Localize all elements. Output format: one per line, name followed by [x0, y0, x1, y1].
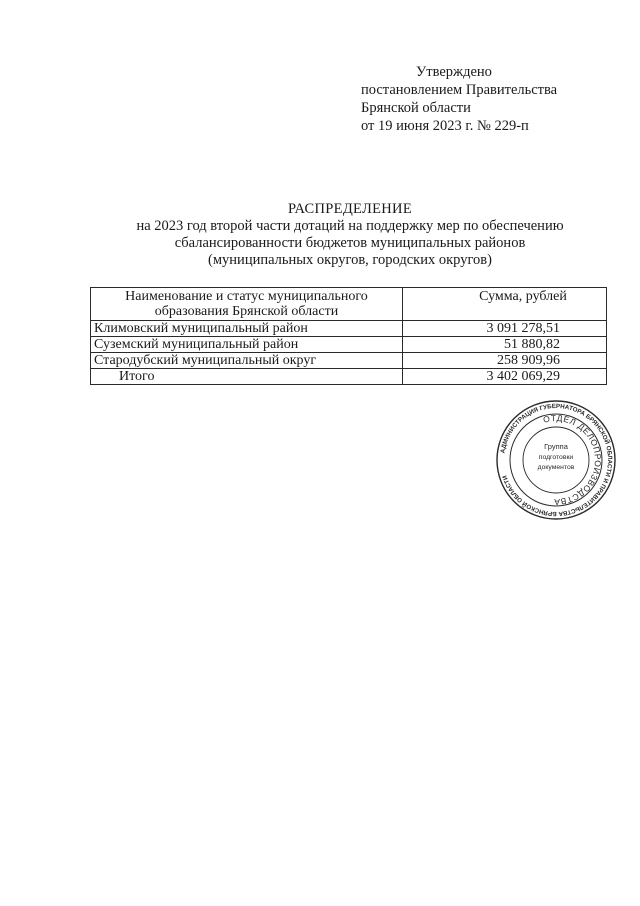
row-name: Стародубский муниципальный округ	[91, 353, 403, 369]
document-subtitle-line2: сбалансированности бюджетов муниципальных районов	[174, 235, 526, 251]
header-sum-cell: Сумма, рублей	[403, 288, 607, 321]
document-subtitle-line1: на 2023 год второй части дотаций на поддержку мер по обеспечению	[136, 218, 564, 234]
document-subtitle-line3: (муниципальных округов, городских округов)	[208, 252, 492, 268]
document-title: РАСПРЕДЕЛЕНИЕ	[288, 201, 412, 217]
total-row	[91, 369, 607, 385]
approval-title: Утверждено	[416, 64, 492, 80]
stamp-center-line3: документов	[537, 464, 575, 471]
header-name-cell	[91, 288, 403, 321]
table-header-row	[91, 288, 607, 321]
header-name-line1: Наименование и статус муниципального	[125, 289, 368, 304]
header-name-line2: образования Брянской области	[154, 304, 339, 319]
row-name: Суземский муниципальный район	[91, 337, 403, 353]
document-heading	[90, 201, 610, 269]
table-row	[91, 337, 607, 353]
total-label: Итого	[91, 369, 403, 385]
row-amount: 51 880,82	[403, 337, 607, 353]
row-amount: 3 091 278,51	[403, 321, 607, 337]
office-stamp	[495, 399, 617, 521]
approval-line-decree: постановлением Правительства	[361, 82, 558, 98]
approval-line-region: Брянской области	[361, 100, 471, 116]
table-row	[91, 321, 607, 337]
table-row	[91, 353, 607, 369]
row-amount: 258 909,96	[403, 353, 607, 369]
approval-line-date: от 19 июня 2023 г. № 229-п	[361, 118, 529, 134]
total-amount: 3 402 069,29	[403, 369, 607, 385]
stamp-center-line1: Группа	[544, 442, 568, 451]
stamp-center-line2: подготовки	[538, 454, 574, 461]
approval-block	[361, 63, 601, 135]
distribution-table	[90, 287, 607, 385]
stamp-ring-text: АДМИНИСТРАЦИЯ ГУБЕРНАТОРА БРЯНСКОЙ ОБЛАСТИ И ПРАВИТЕЛЬСТВА БРЯНСКОЙ ОБЛАСТИ	[499, 402, 614, 518]
stamp-inner-ring-text: ОТДЕЛ ДЕЛОПРОИЗВОДСТВА	[542, 412, 604, 508]
row-name: Климовский муниципальный район	[91, 321, 403, 337]
